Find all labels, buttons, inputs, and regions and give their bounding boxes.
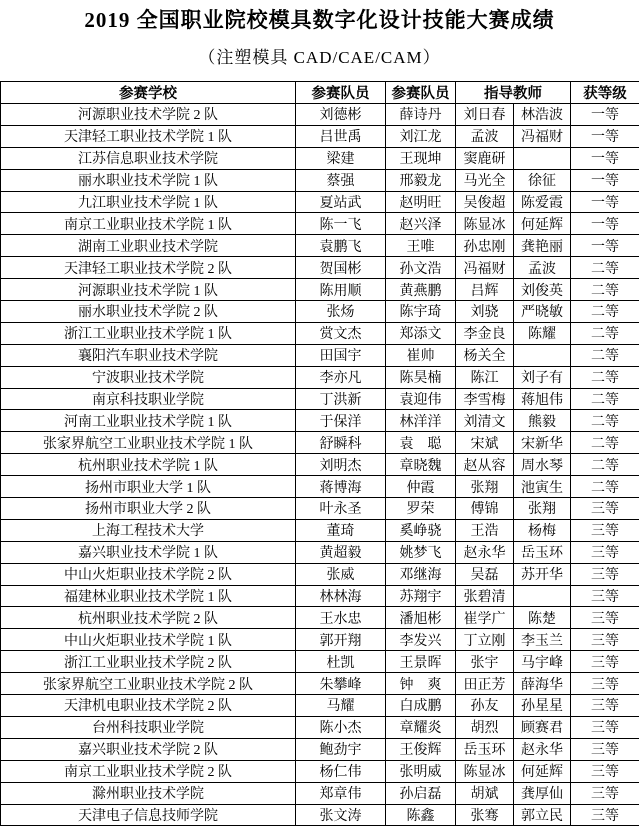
member2-cell: 孙启磊: [386, 782, 456, 804]
award-cell: 三等: [571, 519, 639, 541]
teacher2-cell: 冯福财: [514, 125, 571, 147]
school-cell: 扬州市职业大学 1 队: [1, 476, 296, 498]
award-cell: 二等: [571, 279, 639, 301]
teacher2-cell: 李玉兰: [514, 629, 571, 651]
award-cell: 二等: [571, 301, 639, 323]
teacher2-cell: 陈楚: [514, 607, 571, 629]
school-cell: 河源职业技术学院 2 队: [1, 104, 296, 126]
member1-cell: 夏站武: [296, 191, 386, 213]
member1-cell: 张威: [296, 563, 386, 585]
table-row: [1, 651, 639, 673]
teacher1-cell: 冯福财: [456, 257, 514, 279]
teacher2-cell: 杨梅: [514, 519, 571, 541]
table-row: [1, 235, 639, 257]
school-cell: 湖南工业职业技术学院: [1, 235, 296, 257]
teacher2-cell: 刘子有: [514, 366, 571, 388]
teacher2-cell: 徐征: [514, 169, 571, 191]
award-cell: 三等: [571, 563, 639, 585]
member1-cell: 刘德彬: [296, 104, 386, 126]
teacher2-cell: [514, 147, 571, 169]
table-row: [1, 629, 639, 651]
teacher1-cell: 田正芳: [456, 673, 514, 695]
table-row: [1, 169, 639, 191]
table-row: [1, 125, 639, 147]
table-row: [1, 607, 639, 629]
table-row: [1, 432, 639, 454]
teacher2-cell: 孟波: [514, 257, 571, 279]
table-row: [1, 147, 639, 169]
school-cell: 张家界航空工业职业技术学院 2 队: [1, 673, 296, 695]
table-row: [1, 563, 639, 585]
member1-cell: 蔡强: [296, 169, 386, 191]
table-row: [1, 498, 639, 520]
teacher2-cell: 何延辉: [514, 213, 571, 235]
table-row: [1, 104, 639, 126]
member1-cell: 陈用顺: [296, 279, 386, 301]
table-row: [1, 191, 639, 213]
member1-cell: 李亦凡: [296, 366, 386, 388]
teacher2-cell: 孙星星: [514, 695, 571, 717]
school-cell: 襄阳汽车职业技术学院: [1, 344, 296, 366]
member2-cell: 罗荣: [386, 498, 456, 520]
member1-cell: 梁建: [296, 147, 386, 169]
table-row: [1, 322, 639, 344]
member2-cell: 李发兴: [386, 629, 456, 651]
award-cell: 三等: [571, 782, 639, 804]
member2-cell: 王现坤: [386, 147, 456, 169]
member2-cell: 姚梦飞: [386, 541, 456, 563]
member1-cell: 黄超毅: [296, 541, 386, 563]
member1-cell: 王水忠: [296, 607, 386, 629]
school-cell: 中山火炬职业技术学院 2 队: [1, 563, 296, 585]
school-cell: 宁波职业技术学院: [1, 366, 296, 388]
teacher1-cell: 傅锦: [456, 498, 514, 520]
school-cell: 九江职业技术学院 1 队: [1, 191, 296, 213]
teacher2-cell: 龚艳丽: [514, 235, 571, 257]
header-row: [1, 82, 639, 104]
header-award: 获等级: [571, 82, 639, 104]
teacher2-cell: 周水琴: [514, 454, 571, 476]
table-row: [1, 804, 639, 826]
table-row: [1, 738, 639, 760]
award-cell: 三等: [571, 541, 639, 563]
teacher2-cell: 薛海华: [514, 673, 571, 695]
teacher1-cell: 张碧清: [456, 585, 514, 607]
table-row: [1, 366, 639, 388]
school-cell: 台州科技职业学院: [1, 716, 296, 738]
member2-cell: 郑添文: [386, 322, 456, 344]
member1-cell: 刘明杰: [296, 454, 386, 476]
award-cell: 三等: [571, 695, 639, 717]
member2-cell: 章耀炎: [386, 716, 456, 738]
award-cell: 三等: [571, 629, 639, 651]
member2-cell: 薛诗丹: [386, 104, 456, 126]
member1-cell: 袁鹏飞: [296, 235, 386, 257]
teacher1-cell: 张骞: [456, 804, 514, 826]
teacher1-cell: 胡烈: [456, 716, 514, 738]
school-cell: 浙江工业职业技术学院 2 队: [1, 651, 296, 673]
school-cell: 南京工业职业技术学院 1 队: [1, 213, 296, 235]
member1-cell: 丁洪新: [296, 388, 386, 410]
award-cell: 一等: [571, 147, 639, 169]
member2-cell: 陈宇琦: [386, 301, 456, 323]
table-row: [1, 585, 639, 607]
member1-cell: 郑章伟: [296, 782, 386, 804]
award-cell: 一等: [571, 169, 639, 191]
teacher2-cell: 岳玉环: [514, 541, 571, 563]
teacher1-cell: 胡斌: [456, 782, 514, 804]
school-cell: 福建林业职业技术学院 1 队: [1, 585, 296, 607]
teacher2-cell: 郭立民: [514, 804, 571, 826]
teacher1-cell: 刘骁: [456, 301, 514, 323]
school-cell: 上海工程技术大学: [1, 519, 296, 541]
teacher2-cell: 熊毅: [514, 410, 571, 432]
table-row: [1, 257, 639, 279]
teacher2-cell: 赵永华: [514, 738, 571, 760]
member1-cell: 鲍劲宇: [296, 738, 386, 760]
teacher1-cell: 刘清文: [456, 410, 514, 432]
award-cell: 二等: [571, 454, 639, 476]
table-row: [1, 301, 639, 323]
member2-cell: 苏翔宇: [386, 585, 456, 607]
award-cell: 三等: [571, 716, 639, 738]
teacher1-cell: 孟波: [456, 125, 514, 147]
award-cell: 三等: [571, 760, 639, 782]
member2-cell: 陈昊楠: [386, 366, 456, 388]
school-cell: 张家界航空工业职业技术学院 1 队: [1, 432, 296, 454]
teacher2-cell: 何延辉: [514, 760, 571, 782]
member2-cell: 邢毅龙: [386, 169, 456, 191]
page-subtitle: （注塑模具 CAD/CAE/CAM）: [198, 48, 441, 67]
member2-cell: 陈鑫: [386, 804, 456, 826]
teacher1-cell: 吴磊: [456, 563, 514, 585]
award-cell: 三等: [571, 607, 639, 629]
teacher2-cell: 龚厚仙: [514, 782, 571, 804]
member2-cell: 黄燕鹏: [386, 279, 456, 301]
teacher1-cell: 陈显冰: [456, 760, 514, 782]
teacher2-cell: 林浩波: [514, 104, 571, 126]
member1-cell: 杜凯: [296, 651, 386, 673]
school-cell: 天津轻工职业技术学院 2 队: [1, 257, 296, 279]
award-cell: 一等: [571, 235, 639, 257]
member2-cell: 王俊辉: [386, 738, 456, 760]
school-cell: 杭州职业技术学院 2 队: [1, 607, 296, 629]
teacher1-cell: 孙友: [456, 695, 514, 717]
school-cell: 扬州市职业大学 2 队: [1, 498, 296, 520]
teacher1-cell: 杨关全: [456, 344, 514, 366]
teacher1-cell: 孙忠刚: [456, 235, 514, 257]
teacher2-cell: 张翔: [514, 498, 571, 520]
teacher2-cell: [514, 344, 571, 366]
school-cell: 丽水职业技术学院 1 队: [1, 169, 296, 191]
member1-cell: 蒋博海: [296, 476, 386, 498]
member1-cell: 田国宇: [296, 344, 386, 366]
school-cell: 南京科技职业学院: [1, 388, 296, 410]
award-cell: 二等: [571, 432, 639, 454]
member1-cell: 张炀: [296, 301, 386, 323]
page-title: 2019 全国职业院校模具数字化设计技能大赛成绩: [84, 8, 555, 32]
teacher1-cell: 崔学广: [456, 607, 514, 629]
teacher2-cell: 陈爱霞: [514, 191, 571, 213]
award-cell: 三等: [571, 498, 639, 520]
teacher1-cell: 张宇: [456, 651, 514, 673]
member2-cell: 仲霞: [386, 476, 456, 498]
member1-cell: 叶永圣: [296, 498, 386, 520]
member2-cell: 孙文浩: [386, 257, 456, 279]
member1-cell: 陈小杰: [296, 716, 386, 738]
award-cell: 二等: [571, 410, 639, 432]
member1-cell: 杨仁伟: [296, 760, 386, 782]
award-cell: 二等: [571, 257, 639, 279]
member1-cell: 朱攀峰: [296, 673, 386, 695]
header-school: 参赛学校: [1, 82, 296, 104]
award-cell: 三等: [571, 651, 639, 673]
member2-cell: 王景晖: [386, 651, 456, 673]
member2-cell: 白成鹏: [386, 695, 456, 717]
teacher1-cell: 吕辉: [456, 279, 514, 301]
member2-cell: 崔帅: [386, 344, 456, 366]
school-cell: 中山火炬职业技术学院 1 队: [1, 629, 296, 651]
school-cell: 天津机电职业技术学院 2 队: [1, 695, 296, 717]
table-row: [1, 279, 639, 301]
table-row: [1, 695, 639, 717]
member1-cell: 于保洋: [296, 410, 386, 432]
award-cell: 三等: [571, 673, 639, 695]
member2-cell: 张明威: [386, 760, 456, 782]
teacher1-cell: 刘日春: [456, 104, 514, 126]
table-row: [1, 782, 639, 804]
header-member1: 参赛队员: [296, 82, 386, 104]
award-cell: 一等: [571, 104, 639, 126]
school-cell: 河源职业技术学院 1 队: [1, 279, 296, 301]
member2-cell: 袁 聪: [386, 432, 456, 454]
table-row: [1, 410, 639, 432]
member2-cell: 赵明旺: [386, 191, 456, 213]
school-cell: 嘉兴职业技术学院 1 队: [1, 541, 296, 563]
member2-cell: 袁迎伟: [386, 388, 456, 410]
member1-cell: 舒瞬科: [296, 432, 386, 454]
member1-cell: 郭开翔: [296, 629, 386, 651]
award-cell: 三等: [571, 585, 639, 607]
table-row: [1, 213, 639, 235]
table-row: [1, 519, 639, 541]
member1-cell: 张文涛: [296, 804, 386, 826]
teacher1-cell: 王浩: [456, 519, 514, 541]
school-cell: 河南工业职业技术学院 1 队: [1, 410, 296, 432]
teacher1-cell: 陈江: [456, 366, 514, 388]
teacher2-cell: 刘俊英: [514, 279, 571, 301]
school-cell: 滁州职业技术学院: [1, 782, 296, 804]
teacher1-cell: 赵永华: [456, 541, 514, 563]
teacher1-cell: 马光全: [456, 169, 514, 191]
teacher2-cell: 严晓敏: [514, 301, 571, 323]
member2-cell: 赵兴泽: [386, 213, 456, 235]
table-row: [1, 454, 639, 476]
results-table-body: [1, 104, 639, 826]
member2-cell: 潘旭彬: [386, 607, 456, 629]
teacher1-cell: 窦鹿研: [456, 147, 514, 169]
school-cell: 江苏信息职业技术学院: [1, 147, 296, 169]
table-header: [1, 82, 639, 104]
teacher2-cell: 马宇峰: [514, 651, 571, 673]
award-cell: 二等: [571, 476, 639, 498]
award-cell: 一等: [571, 125, 639, 147]
teacher1-cell: 陈显冰: [456, 213, 514, 235]
member1-cell: 赏文杰: [296, 322, 386, 344]
teacher1-cell: 李金良: [456, 322, 514, 344]
member2-cell: 钟 爽: [386, 673, 456, 695]
header-member2: 参赛队员: [386, 82, 456, 104]
member2-cell: 王唯: [386, 235, 456, 257]
school-cell: 天津电子信息技师学院: [1, 804, 296, 826]
school-cell: 南京工业职业技术学院 2 队: [1, 760, 296, 782]
member1-cell: 马耀: [296, 695, 386, 717]
teacher1-cell: 赵从容: [456, 454, 514, 476]
school-cell: 浙江工业职业技术学院 1 队: [1, 322, 296, 344]
school-cell: 杭州职业技术学院 1 队: [1, 454, 296, 476]
teacher1-cell: 李雪梅: [456, 388, 514, 410]
school-cell: 天津轻工职业技术学院 1 队: [1, 125, 296, 147]
teacher2-cell: 陈耀: [514, 322, 571, 344]
member2-cell: 林洋洋: [386, 410, 456, 432]
teacher2-cell: 苏开华: [514, 563, 571, 585]
table-row: [1, 716, 639, 738]
member1-cell: 董琦: [296, 519, 386, 541]
teacher1-cell: 张翔: [456, 476, 514, 498]
table-row: [1, 388, 639, 410]
award-cell: 二等: [571, 344, 639, 366]
results-table: [0, 81, 639, 826]
table-row: [1, 673, 639, 695]
teacher1-cell: 丁立刚: [456, 629, 514, 651]
member1-cell: 陈一飞: [296, 213, 386, 235]
member1-cell: 林林海: [296, 585, 386, 607]
table-row: [1, 760, 639, 782]
teacher1-cell: 宋斌: [456, 432, 514, 454]
award-cell: 三等: [571, 738, 639, 760]
award-cell: 三等: [571, 804, 639, 826]
member2-cell: 章晓魏: [386, 454, 456, 476]
table-row: [1, 476, 639, 498]
school-cell: 丽水职业技术学院 2 队: [1, 301, 296, 323]
teacher2-cell: [514, 585, 571, 607]
member2-cell: 邓继海: [386, 563, 456, 585]
teacher2-cell: 蒋旭伟: [514, 388, 571, 410]
table-row: [1, 541, 639, 563]
teacher1-cell: 岳玉环: [456, 738, 514, 760]
award-cell: 二等: [571, 366, 639, 388]
award-cell: 二等: [571, 388, 639, 410]
teacher2-cell: 池寅生: [514, 476, 571, 498]
award-cell: 一等: [571, 191, 639, 213]
award-cell: 二等: [571, 322, 639, 344]
teacher2-cell: 宋新华: [514, 432, 571, 454]
school-cell: 嘉兴职业技术学院 2 队: [1, 738, 296, 760]
teacher1-cell: 吴俊超: [456, 191, 514, 213]
award-cell: 一等: [571, 213, 639, 235]
member1-cell: 吕世禹: [296, 125, 386, 147]
table-row: [1, 344, 639, 366]
member2-cell: 奚峥骁: [386, 519, 456, 541]
member2-cell: 刘江龙: [386, 125, 456, 147]
header-teachers: 指导教师: [456, 82, 571, 104]
teacher2-cell: 顾赛君: [514, 716, 571, 738]
member1-cell: 贺国彬: [296, 257, 386, 279]
